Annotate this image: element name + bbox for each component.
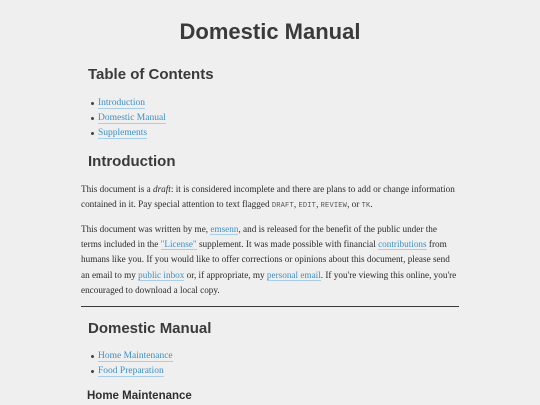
food-preparation-link[interactable]: Food Preparation	[98, 366, 164, 376]
toc-link-supplements[interactable]: Supplements	[98, 128, 148, 138]
introduction-heading: Introduction	[88, 153, 176, 170]
flag-review: REVIEW	[320, 202, 348, 211]
home-maintenance-heading: Home Maintenance	[87, 390, 192, 402]
contributions-link[interactable]: contributions	[378, 239, 427, 250]
intro-text: supplement. It was made possible with financial	[196, 239, 379, 250]
page-title: Domestic Manual	[179, 19, 361, 44]
toc-link-introduction[interactable]: Introduction	[98, 98, 145, 108]
intro-text: . If you're viewing this online, you're encouraged to download a local copy.	[81, 269, 457, 295]
intro-text: : it is considered incomplete and there are plans to add or change information contained in it. Pay special attention to text flagged	[81, 184, 455, 210]
toc-item-introduction	[91, 96, 459, 111]
personal-email-link[interactable]: personal email	[266, 269, 321, 280]
public-inbox-link[interactable]: public inbox	[138, 269, 185, 280]
draft-emphasis: draft	[152, 184, 171, 194]
intro-text: from humans like you. If you would like to offer corrections or opinions about this document, please send an email to my	[81, 239, 450, 280]
author-link[interactable]: emsenn	[210, 224, 239, 234]
intro-text: or, if appropriate, my	[184, 269, 267, 280]
toc-list	[81, 96, 459, 141]
period: .	[370, 199, 373, 210]
toc-link-domestic-manual[interactable]: Domestic Manual	[98, 113, 166, 123]
intro-paragraph-2	[81, 222, 459, 298]
home-maintenance-link[interactable]: Home Maintenance	[98, 351, 173, 361]
domestic-list	[81, 349, 459, 379]
toc-item-domestic-manual	[91, 111, 459, 126]
intro-text: , and is released for the benefit of the public under the terms included in the	[81, 224, 437, 250]
separator: ,	[316, 199, 321, 210]
separator: ,	[293, 199, 299, 210]
domestic-item-food-preparation	[91, 364, 459, 379]
flag-edit: EDIT	[298, 202, 317, 211]
license-link[interactable]: "License"	[160, 239, 197, 250]
intro-text: This document is a	[81, 184, 153, 194]
toc-heading: Table of Contents	[88, 66, 214, 83]
intro-paragraph-1	[81, 182, 459, 214]
flag-tk: TK	[361, 202, 371, 211]
separator: , or	[347, 199, 362, 210]
domestic-item-home-maintenance	[91, 349, 459, 364]
toc-item-supplements	[91, 126, 459, 141]
flag-draft: DRAFT	[271, 202, 294, 211]
domestic-manual-heading: Domestic Manual	[88, 320, 212, 337]
section-divider	[81, 306, 459, 307]
intro-text: This document was written by me,	[81, 224, 211, 234]
